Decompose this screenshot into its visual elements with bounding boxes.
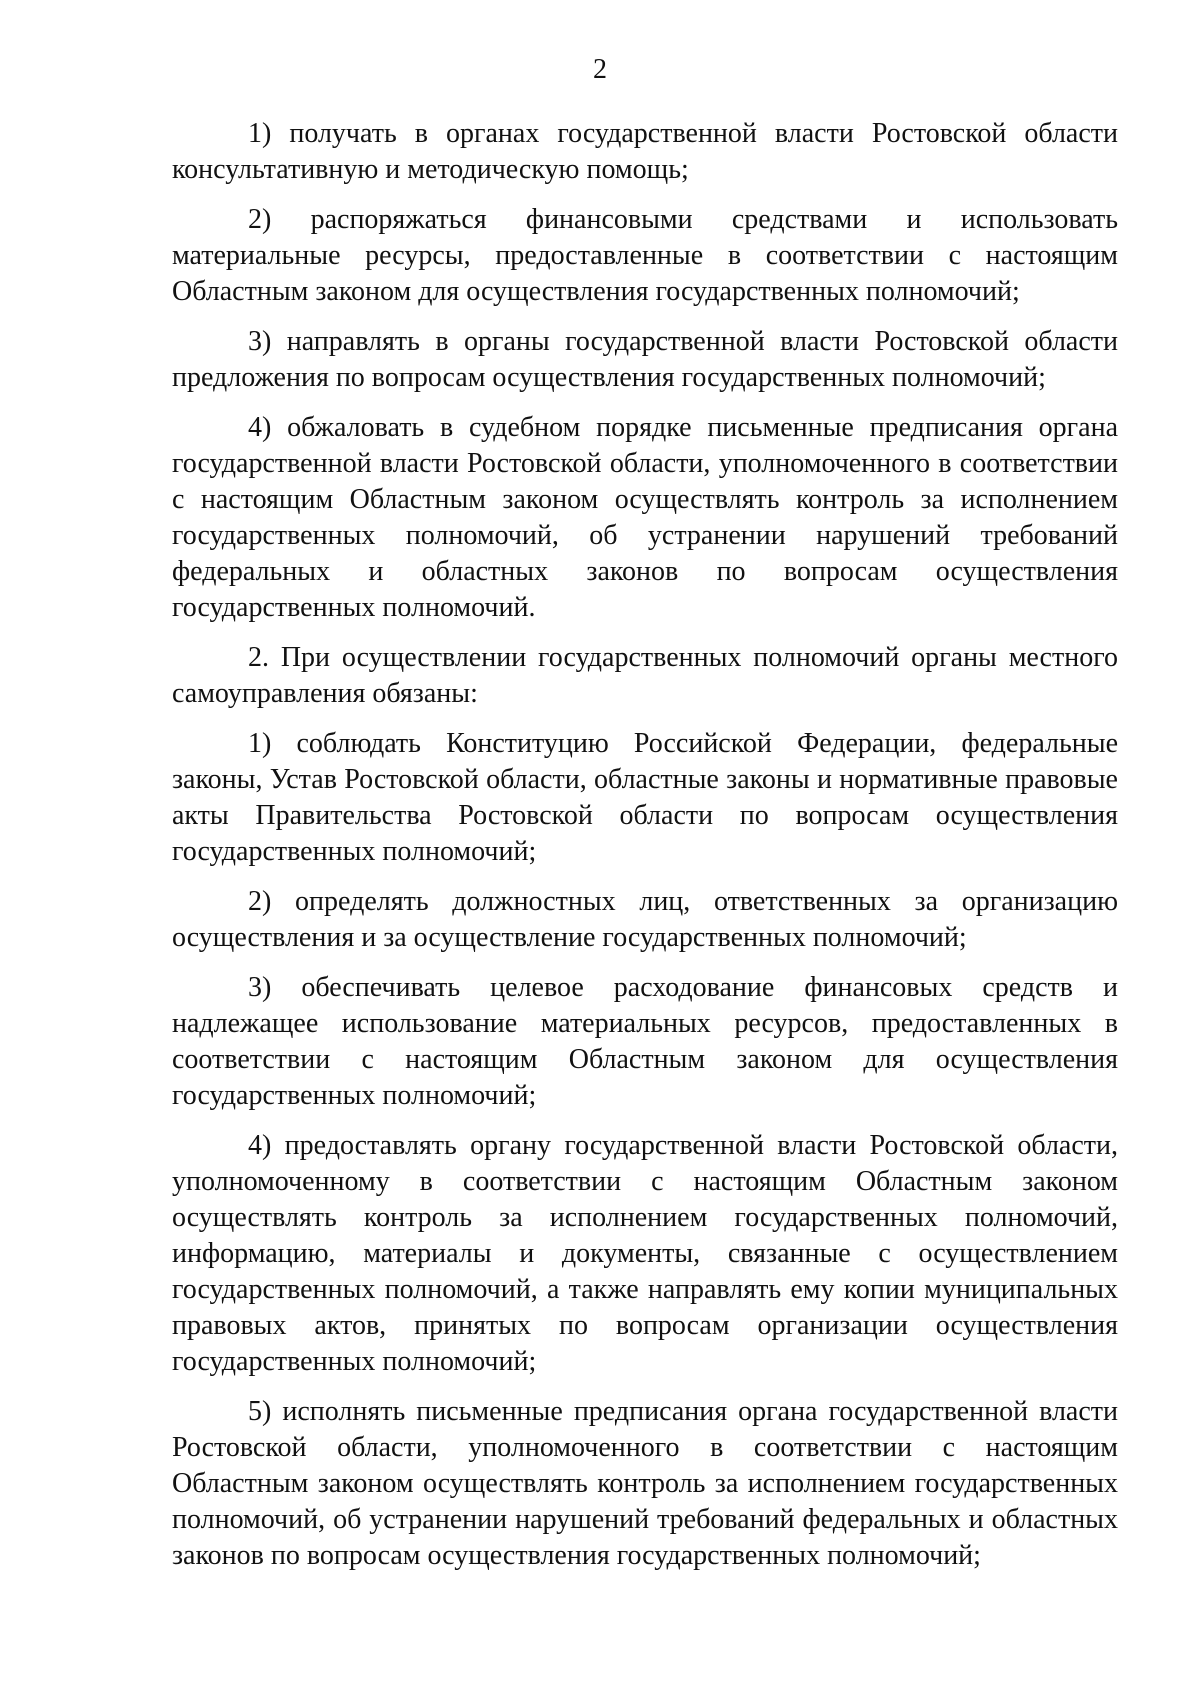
paragraph-rights-1: 1) получать в органах государственной власти Ростовской области консультативную и методическую помощь; [172,118,1118,185]
paragraph-duty-4: 4) предоставлять органу государственной власти Ростовской области, уполномоченному в соответствии с настоящим Областным законом осуществлять контроль за исполнением государственных полномочий, информацию, материалы и документы, связанные с осуществлением государственных полномочий, а также направлять ему копии муниципальных правовых актов, принятых по вопросам организации осуществления государственных полномочий; [172,1130,1118,1377]
paragraph-duty-1: 1) соблюдать Конституцию Российской Федерации, федеральные законы, Устав Ростовской области, областные законы и нормативные правовые акты Правительства Ростовской области по вопросам осуществления государственных полномочий; [172,728,1118,867]
paragraph-duty-3: 3) обеспечивать целевое расходование финансовых средств и надлежащее использование материальных ресурсов, предоставленных в соответствии с настоящим Областным законом для осуществления государственных полномочий; [172,972,1118,1111]
paragraph-rights-2: 2) распоряжаться финансовыми средствами и использовать материальные ресурсы, предоставленные в соответствии с настоящим Областным законом для осуществления государственных полномочий; [172,204,1118,307]
paragraph-rights-4: 4) обжаловать в судебном порядке письменные предписания органа государственной власти Ростовской области, уполномоченного в соответствии с настоящим Областным законом осуществлять контроль за исполнением государственных полномочий, об устранении нарушений требований федеральных и областных законов по вопросам осуществления государственных полномочий. [172,412,1118,623]
document-body [172,116,1118,1588]
paragraph-section-2: 2. При осуществлении государственных полномочий органы местного самоуправления обязаны: [172,642,1118,709]
paragraph-rights-3: 3) направлять в органы государственной власти Ростовской области предложения по вопросам осуществления государственных полномочий; [172,326,1118,393]
page-number: 2 [593,54,607,85]
paragraph-duty-2: 2) определять должностных лиц, ответственных за организацию осуществления и за осуществление государственных полномочий; [172,886,1118,953]
paragraph-duty-5: 5) исполнять письменные предписания органа государственной власти Ростовской области, уполномоченного в соответствии с настоящим Областным законом осуществлять контроль за исполнением государственных полномочий, об устранении нарушений требований федеральных и областных законов по вопросам осуществления государственных полномочий; [172,1396,1118,1571]
